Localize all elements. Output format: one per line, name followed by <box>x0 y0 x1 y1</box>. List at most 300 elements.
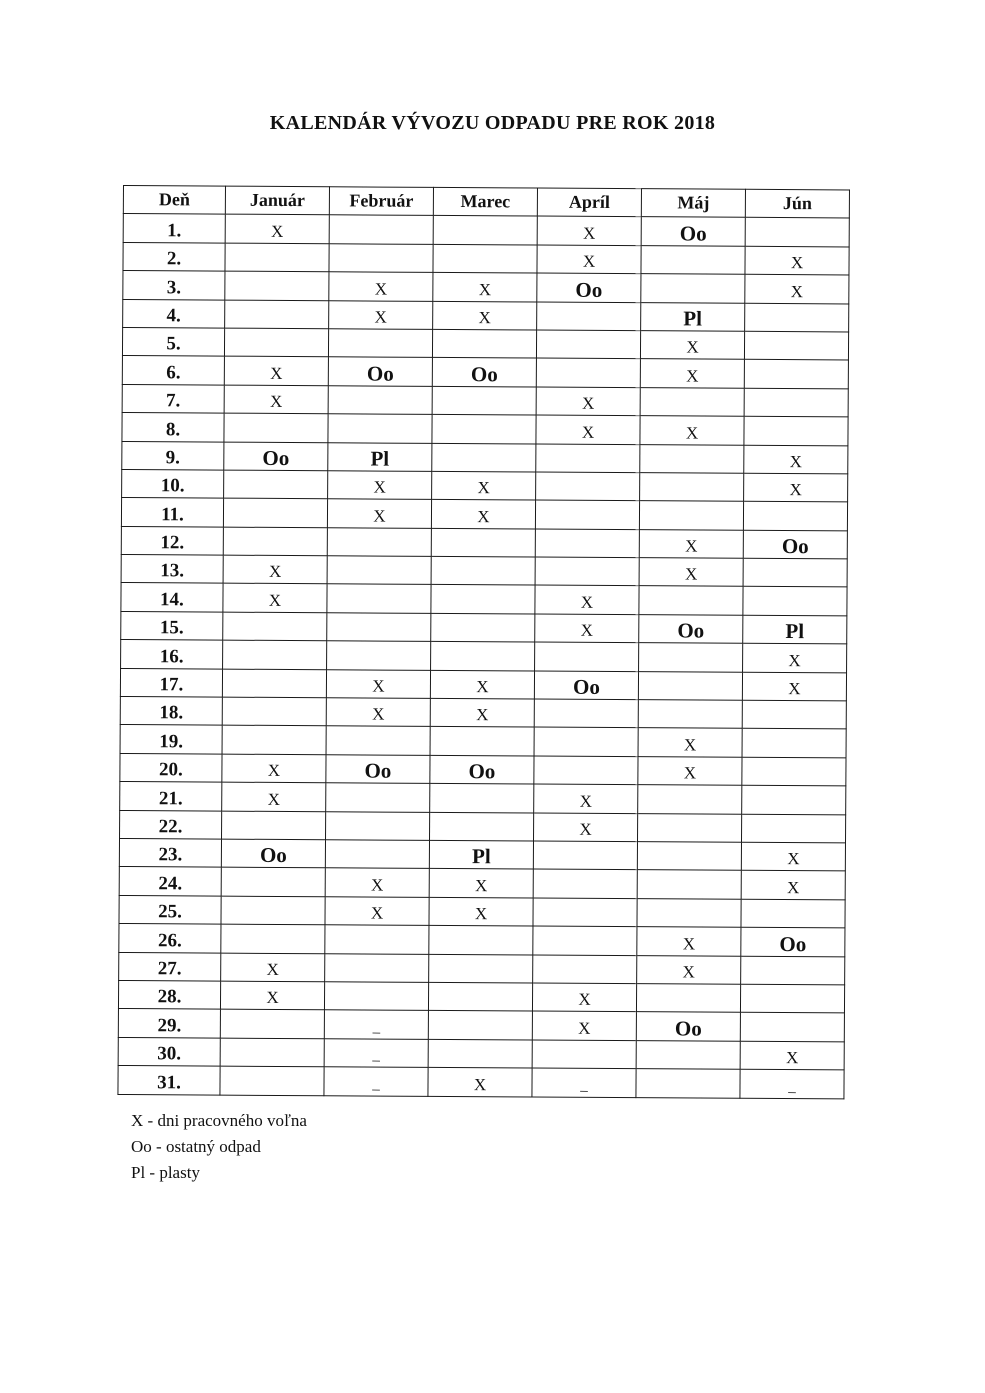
schedule-cell <box>328 329 432 358</box>
schedule-cell <box>329 244 433 273</box>
mark-day-off: X <box>373 506 386 526</box>
schedule-cell <box>432 329 536 358</box>
legend-item-oo: Oo - ostatný odpad <box>131 1137 261 1156</box>
table-row <box>122 356 848 389</box>
table-row <box>118 980 844 1013</box>
table-row <box>121 555 847 588</box>
mark-day-off: X <box>787 849 800 869</box>
schedule-cell <box>326 755 430 784</box>
day-number: 7. <box>122 384 224 413</box>
schedule-cell <box>225 271 329 300</box>
schedule-cell <box>431 556 535 585</box>
schedule-cell <box>741 842 845 871</box>
schedule-cell <box>639 501 743 530</box>
mark-day-off: X <box>683 735 697 755</box>
schedule-cell <box>222 754 326 783</box>
mark-day-off: X <box>581 393 595 414</box>
mark-day-off: X <box>580 592 594 612</box>
table-row <box>122 413 848 446</box>
mark-day-off: X <box>269 392 283 412</box>
mark-no-day: _ <box>372 1076 380 1093</box>
day-number: 28. <box>118 980 220 1009</box>
schedule-cell <box>223 527 327 556</box>
schedule-cell <box>428 1039 532 1068</box>
schedule-cell <box>532 1068 636 1097</box>
schedule-cell <box>535 557 639 586</box>
table-row <box>122 469 848 502</box>
mark-plastics: Pl <box>370 446 390 471</box>
schedule-cell <box>326 811 430 840</box>
schedule-cell <box>745 303 849 332</box>
schedule-cell <box>431 585 535 614</box>
mark-day-off: X <box>789 451 803 472</box>
schedule-cell <box>745 274 849 303</box>
schedule-cell <box>224 470 328 499</box>
mark-day-off: X <box>374 279 388 299</box>
mark-day-off: X <box>267 761 281 781</box>
mark-day-off: X <box>478 308 491 328</box>
schedule-cell <box>329 272 433 301</box>
mark-day-off: X <box>787 877 800 897</box>
mark-day-off: X <box>580 621 593 641</box>
header-month: Máj <box>641 189 745 218</box>
table-row <box>118 1009 844 1042</box>
schedule-cell <box>532 1040 636 1069</box>
schedule-cell <box>535 500 639 529</box>
schedule-cell <box>431 528 535 557</box>
schedule-cell <box>224 442 328 471</box>
schedule-cell <box>224 328 328 357</box>
schedule-cell <box>534 671 638 700</box>
mark-day-off: X <box>474 904 488 924</box>
schedule-cell <box>637 813 741 842</box>
schedule-cell <box>535 614 639 643</box>
schedule-cell <box>745 246 849 275</box>
schedule-cell <box>536 330 640 359</box>
mark-no-day: _ <box>788 1078 796 1095</box>
schedule-cell <box>325 840 429 869</box>
schedule-cell <box>640 359 744 388</box>
schedule-cell <box>432 415 536 444</box>
table-row <box>121 498 847 531</box>
table-row <box>118 1066 844 1099</box>
table-row <box>121 611 847 644</box>
table-row <box>119 838 845 871</box>
schedule-cell <box>430 812 534 841</box>
schedule-cell <box>433 216 537 245</box>
schedule-cell <box>327 527 431 556</box>
legend-item-pl: Pl - plasty <box>131 1163 200 1182</box>
day-number: 6. <box>122 356 224 385</box>
schedule-cell <box>429 954 533 983</box>
mark-day-off: X <box>790 281 804 301</box>
schedule-cell <box>223 612 327 641</box>
mark-day-off: X <box>685 422 699 443</box>
mark-other-waste: Oo <box>679 221 707 246</box>
schedule-cell <box>532 983 636 1012</box>
schedule-cell <box>222 811 326 840</box>
schedule-cell <box>534 813 638 842</box>
schedule-cell <box>220 1038 324 1067</box>
schedule-cell <box>742 785 846 814</box>
mark-other-waste: Oo <box>364 758 392 783</box>
schedule-cell <box>428 1011 532 1040</box>
mark-other-waste: Oo <box>677 618 705 643</box>
schedule-cell <box>637 955 741 984</box>
schedule-cell <box>429 840 533 869</box>
day-number: 18. <box>120 697 222 726</box>
day-number: 19. <box>120 725 222 754</box>
schedule-cell <box>744 445 848 474</box>
mark-day-off: X <box>686 337 699 357</box>
schedule-cell <box>741 899 845 928</box>
mark-day-off: X <box>684 564 698 584</box>
schedule-cell <box>221 924 325 953</box>
mark-day-off: X <box>683 763 697 783</box>
mark-day-off: X <box>788 679 801 699</box>
table-row <box>121 583 847 616</box>
schedule-cell <box>637 870 741 899</box>
table-row <box>119 952 845 985</box>
waste-schedule-table <box>117 185 850 1099</box>
mark-day-off: X <box>478 279 492 299</box>
schedule-cell <box>431 500 535 529</box>
mark-day-off: X <box>372 676 385 696</box>
day-number: 27. <box>119 952 221 981</box>
mark-other-waste: Oo <box>779 931 807 956</box>
schedule-cell <box>741 871 845 900</box>
mark-day-off: X <box>370 903 384 923</box>
schedule-cell <box>325 925 429 954</box>
mark-no-day: _ <box>372 1047 380 1064</box>
schedule-cell <box>744 331 848 360</box>
schedule-cell <box>431 613 535 642</box>
schedule-cell <box>640 444 744 473</box>
schedule-cell <box>638 700 742 729</box>
mark-day-off: X <box>686 366 699 386</box>
day-number: 14. <box>121 583 223 612</box>
schedule-cell <box>430 784 534 813</box>
schedule-cell <box>533 926 637 955</box>
schedule-cell <box>326 698 430 727</box>
schedule-cell <box>744 416 848 445</box>
schedule-cell <box>740 984 844 1013</box>
schedule-cell <box>636 1040 740 1069</box>
schedule-cell <box>220 981 324 1010</box>
schedule-cell <box>639 529 743 558</box>
table-row <box>119 924 845 957</box>
schedule-cell <box>537 273 641 302</box>
schedule-cell <box>324 1010 428 1039</box>
schedule-cell <box>637 927 741 956</box>
schedule-cell <box>433 301 537 330</box>
schedule-cell <box>224 356 328 385</box>
day-number: 9. <box>122 441 224 470</box>
mark-other-waste: Oo <box>259 843 287 868</box>
schedule-cell <box>740 1069 844 1098</box>
schedule-cell <box>431 642 535 671</box>
mark-day-off: X <box>581 422 595 442</box>
mark-no-day: _ <box>580 1077 588 1094</box>
mark-day-off: X <box>685 536 698 556</box>
mark-other-waste: Oo <box>470 361 498 387</box>
schedule-cell <box>328 471 432 500</box>
schedule-cell <box>223 640 327 669</box>
table-row <box>122 441 848 474</box>
schedule-cell <box>324 1038 428 1067</box>
schedule-cell <box>326 726 430 755</box>
mark-day-off: X <box>476 705 489 725</box>
table-body <box>118 214 849 1099</box>
table-row <box>123 214 849 247</box>
schedule-cell <box>225 215 329 244</box>
mark-day-off: X <box>789 480 802 500</box>
schedule-cell <box>636 1012 740 1041</box>
schedule-cell <box>535 642 639 671</box>
mark-day-off: X <box>271 221 284 241</box>
day-number: 22. <box>120 810 222 839</box>
table-row <box>122 384 848 417</box>
mark-day-off: X <box>579 819 592 839</box>
schedule-cell <box>534 784 638 813</box>
schedule-cell <box>327 641 431 670</box>
schedule-cell <box>433 273 537 302</box>
schedule-cell <box>222 782 326 811</box>
mark-day-off: X <box>475 875 488 896</box>
schedule-cell <box>744 473 848 502</box>
schedule-cell <box>638 728 742 757</box>
mark-day-off: X <box>582 251 596 272</box>
mark-other-waste: Oo <box>468 759 496 784</box>
schedule-cell <box>743 502 847 531</box>
day-number: 23. <box>119 838 221 867</box>
day-number: 15. <box>121 611 223 640</box>
schedule-cell <box>534 727 638 756</box>
schedule-cell <box>328 442 432 471</box>
day-number: 16. <box>121 640 223 669</box>
mark-day-off: X <box>373 477 386 497</box>
schedule-cell <box>743 615 847 644</box>
schedule-cell <box>222 697 326 726</box>
schedule-cell <box>640 473 744 502</box>
day-number: 3. <box>123 271 225 300</box>
schedule-cell <box>430 698 534 727</box>
schedule-cell <box>327 556 431 585</box>
schedule-cell <box>221 896 325 925</box>
schedule-cell <box>741 814 845 843</box>
schedule-cell <box>640 416 744 445</box>
page-title: KALENDÁR VÝVOZU ODPADU PRE ROK 2018 <box>269 112 716 134</box>
table-row <box>121 640 847 673</box>
schedule-cell <box>637 898 741 927</box>
schedule-cell <box>536 444 640 473</box>
schedule-cell <box>744 388 848 417</box>
schedule-cell <box>220 1066 324 1095</box>
schedule-cell <box>224 413 328 442</box>
schedule-cell <box>221 839 325 868</box>
schedule-cell <box>328 414 432 443</box>
schedule-cell <box>743 644 847 673</box>
mark-day-off: X <box>374 307 387 327</box>
schedule-cell <box>743 558 847 587</box>
mark-plastics: Pl <box>683 306 703 331</box>
schedule-cell <box>535 529 639 558</box>
schedule-cell <box>222 669 326 698</box>
schedule-cell <box>429 926 533 955</box>
table-row <box>120 810 846 843</box>
schedule-cell <box>636 984 740 1013</box>
schedule-cell <box>638 671 742 700</box>
day-number: 12. <box>121 526 223 555</box>
schedule-cell <box>536 472 640 501</box>
day-number: 11. <box>121 498 223 527</box>
schedule-cell <box>223 555 327 584</box>
mark-day-off: X <box>583 223 596 243</box>
schedule-cell <box>536 387 640 416</box>
schedule-cell <box>745 218 849 247</box>
schedule-cell <box>225 243 329 272</box>
schedule-cell <box>641 217 745 246</box>
mark-no-day: _ <box>372 1019 381 1036</box>
schedule-cell <box>432 386 536 415</box>
schedule-cell <box>638 785 742 814</box>
schedule-cell <box>636 1069 740 1098</box>
mark-day-off: X <box>477 506 490 526</box>
day-number: 29. <box>118 1009 220 1038</box>
mark-day-off: X <box>790 253 804 273</box>
mark-other-waste: Oo <box>366 361 394 386</box>
schedule-cell <box>532 1011 636 1040</box>
mark-other-waste: Oo <box>572 674 600 699</box>
schedule-cell <box>223 498 327 527</box>
schedule-cell <box>324 982 428 1011</box>
schedule-cell <box>326 783 430 812</box>
mark-day-off: X <box>372 704 385 725</box>
table-row <box>121 526 847 559</box>
day-number: 13. <box>121 555 223 584</box>
day-number: 25. <box>119 895 221 924</box>
schedule-cell <box>324 1067 428 1096</box>
table-row <box>120 753 846 786</box>
mark-day-off: X <box>266 959 279 979</box>
day-number: 26. <box>119 924 221 953</box>
day-number: 5. <box>122 327 224 356</box>
schedule-cell <box>741 927 845 956</box>
header-day: Deň <box>123 186 225 215</box>
schedule-cell <box>329 300 433 329</box>
day-number: 10. <box>122 469 224 498</box>
schedule-cell <box>740 1041 844 1070</box>
day-number: 21. <box>120 782 222 811</box>
table-row <box>123 242 849 275</box>
schedule-cell <box>535 585 639 614</box>
schedule-cell <box>639 643 743 672</box>
schedule-cell <box>432 471 536 500</box>
mark-day-off: X <box>785 1048 799 1068</box>
day-number: 24. <box>119 867 221 896</box>
day-number: 2. <box>123 242 225 271</box>
header-month: Marec <box>433 187 537 216</box>
schedule-cell <box>327 613 431 642</box>
schedule-cell <box>537 216 641 245</box>
schedule-cell <box>325 953 429 982</box>
day-number: 20. <box>120 753 222 782</box>
schedule-cell <box>432 443 536 472</box>
table-row <box>120 782 846 815</box>
mark-plastics: Pl <box>785 619 805 644</box>
schedule-cell <box>536 358 640 387</box>
mark-day-off: X <box>682 962 695 982</box>
schedule-cell <box>641 245 745 274</box>
schedule-cell <box>640 387 744 416</box>
mark-day-off: X <box>266 988 279 1008</box>
schedule-cell <box>430 670 534 699</box>
schedule-cell <box>638 756 742 785</box>
schedule-cell <box>429 897 533 926</box>
legend <box>131 1108 307 1186</box>
header-month: Jún <box>745 189 849 218</box>
schedule-cell <box>743 530 847 559</box>
schedule-cell <box>533 898 637 927</box>
schedule-cell <box>222 726 326 755</box>
schedule-cell <box>641 302 745 331</box>
schedule-cell <box>221 953 325 982</box>
schedule-cell <box>328 357 432 386</box>
schedule-cell <box>637 842 741 871</box>
schedule-cell <box>740 1013 844 1042</box>
table-row <box>118 1037 844 1070</box>
schedule-cell <box>742 729 846 758</box>
schedule-cell <box>742 700 846 729</box>
mark-day-off: X <box>579 791 592 811</box>
schedule-cell <box>741 956 845 985</box>
schedule-cell <box>225 300 329 329</box>
mark-other-waste: Oo <box>674 1016 702 1041</box>
table-row <box>120 668 846 701</box>
day-number: 31. <box>118 1066 220 1095</box>
schedule-cell <box>325 897 429 926</box>
mark-day-off: X <box>268 590 282 610</box>
mark-plastics: Pl <box>471 844 491 869</box>
schedule-cell <box>744 360 848 389</box>
mark-day-off: X <box>270 363 283 383</box>
schedule-cell <box>220 1009 324 1038</box>
mark-other-waste: Oo <box>262 445 290 470</box>
mark-day-off: X <box>473 1074 487 1094</box>
table-row <box>120 697 846 730</box>
table-row <box>122 327 848 360</box>
schedule-cell <box>742 757 846 786</box>
schedule-cell <box>221 867 325 896</box>
schedule-cell <box>534 699 638 728</box>
schedule-cell <box>533 955 637 984</box>
schedule-cell <box>327 499 431 528</box>
mark-day-off: X <box>578 990 591 1010</box>
mark-day-off: X <box>371 875 384 895</box>
mark-day-off: X <box>682 933 696 954</box>
schedule-cell <box>430 755 534 784</box>
table-row <box>123 299 849 332</box>
day-number: 4. <box>123 299 225 328</box>
mark-day-off: X <box>477 478 490 498</box>
schedule-cell <box>326 669 430 698</box>
legend-item-x: X - dni pracovného voľna <box>131 1111 307 1130</box>
schedule-cell <box>433 244 537 273</box>
day-number: 1. <box>123 214 225 243</box>
header-month: Február <box>329 187 433 216</box>
mark-day-off: X <box>476 677 489 697</box>
table-row <box>120 725 846 758</box>
